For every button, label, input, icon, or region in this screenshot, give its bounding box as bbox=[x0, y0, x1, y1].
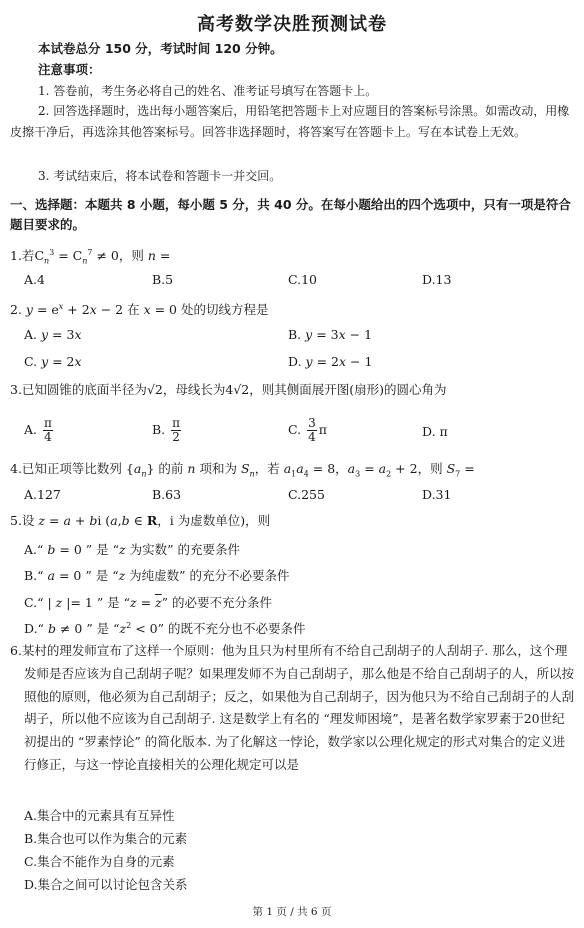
q4-option-c: C.255 bbox=[288, 487, 325, 502]
exam-title: 高考数学决胜预测试卷 bbox=[197, 14, 387, 35]
q4-option-d: D.31 bbox=[422, 487, 452, 502]
q6-option-a: A.集合中的元素具有互异性 bbox=[24, 808, 175, 823]
question-4-stem: 4.已知正项等比数列 $\{a_n\}$ 的前 n 项和为 $S_n$，若 $a_1a_4 = 8$，$a_3 = a_2 + 2$，则 $S_7$ = bbox=[10, 461, 475, 479]
page-footer: 第 1 页 / 共 6 页 bbox=[252, 906, 332, 918]
q3-option-a: A. $\frac{\pi}{4}$ bbox=[24, 416, 52, 444]
q5-option-d: D.“ b ≠ 0 ” 是 “$z^2 < 0$” 的既不充分也不必要条件 bbox=[24, 620, 306, 636]
q1-option-b: B.5 bbox=[152, 272, 174, 287]
q6-option-b: B.集合也可以作为集合的元素 bbox=[24, 831, 188, 846]
q4-option-b: B.63 bbox=[152, 487, 182, 502]
exam-meta: 本试卷总分 150 分，考试时间 120 分钟。 bbox=[38, 41, 283, 56]
q1-option-a: A.4 bbox=[24, 272, 45, 287]
q5-option-c: C.“ | z |= 1 ” 是 “$z = \overline{z}$” 的必要不充分条件 bbox=[24, 595, 273, 610]
q1-option-c: C.10 bbox=[288, 272, 317, 287]
q5-option-b: B.“ a = 0 ” 是 “z 为纯虚数” 的充分不必要条件 bbox=[24, 568, 290, 583]
section-heading: 一、选择题：本题共 8 小题，每小题 5 分，共 40 分。在每小题给出的四个选项中，只有一项是符合题目要求的。 bbox=[10, 197, 571, 232]
question-2-stem: 2. $y = e^x + 2x - 2$ 在 x = 0 处的切线方程是 bbox=[10, 302, 269, 318]
note-3: 3. 考试结束后，将本试卷和答题卡一并交回。 bbox=[38, 169, 282, 183]
q2-option-c: C. y = 2x bbox=[24, 354, 82, 369]
q2-option-d: D. y = 2x − 1 bbox=[288, 354, 373, 369]
question-3-stem: 3.已知圆锥的底面半径为√2，母线长为4√2，则其侧面展开图(扇形)的圆心角为 bbox=[10, 382, 447, 397]
q3-option-b: B. $\frac{\pi}{2}$ bbox=[152, 416, 181, 444]
q4-option-a: A.127 bbox=[24, 487, 61, 502]
q2-option-b: B. y = 3x − 1 bbox=[288, 327, 373, 342]
q6-option-c: C.集合不能作为自身的元素 bbox=[24, 854, 175, 869]
q3-option-c: C. $\frac{3}{4}$ π bbox=[288, 416, 327, 444]
question-5-stem: 5.设 z = a + bi (a,b ∈ R，i 为虚数单位)，则 bbox=[10, 513, 271, 528]
note-1: 1. 答卷前，考生务必将自己的姓名、准考证号填写在答题卡上。 bbox=[38, 84, 378, 98]
note-2: 2. 回答选择题时，选出每小题答案后，用铅笔把答题卡上对应题目的答案标号涂黑。如需改动，用橡皮擦干净后，再选涂其他答案标号。回答非选择题时，将答案写在答题卡上。写在本试卷上无效。 bbox=[10, 104, 570, 139]
q2-option-a: A. y = 3x bbox=[24, 327, 82, 342]
q1-option-d: D.13 bbox=[422, 272, 452, 287]
q5-option-a: A.“ b = 0 ” 是 “z 为实数” 的充要条件 bbox=[24, 542, 240, 557]
notes-heading: 注意事项： bbox=[38, 62, 101, 77]
question-6-stem: 6.某村的理发师宣布了这样一个原则：他为且只为村里所有不给自己刮胡子的人刮胡子. 那么，这个理发师是否应该为自己刮胡子呢？如果理发师不为自己刮胡子，那么他是不给自己刮胡子的人，所以按照他的原则，他必须为自己刮胡子；反之，如果他为自己刮胡子，因为他只为不给自己刮胡子的人刮胡子，所以他不应该为自己刮胡子. 这是数学上有名的 “理发师困境”，是著名数学家罗素于20世纪初提出的 “罗素悖论” 的简化版本. 为了化解这一悖论，数学家以公理化规定的形式对集合的定义进行修正，与这一悖论直接相关的公理化规定可以是 bbox=[10, 643, 575, 772]
q3-option-d: D. π bbox=[422, 424, 448, 439]
q6-option-d: D.集合之间可以讨论包含关系 bbox=[24, 877, 188, 892]
question-1-stem: 1.若$C_n^3 = C_n^7 \ne 0$，则 n = bbox=[10, 248, 171, 266]
